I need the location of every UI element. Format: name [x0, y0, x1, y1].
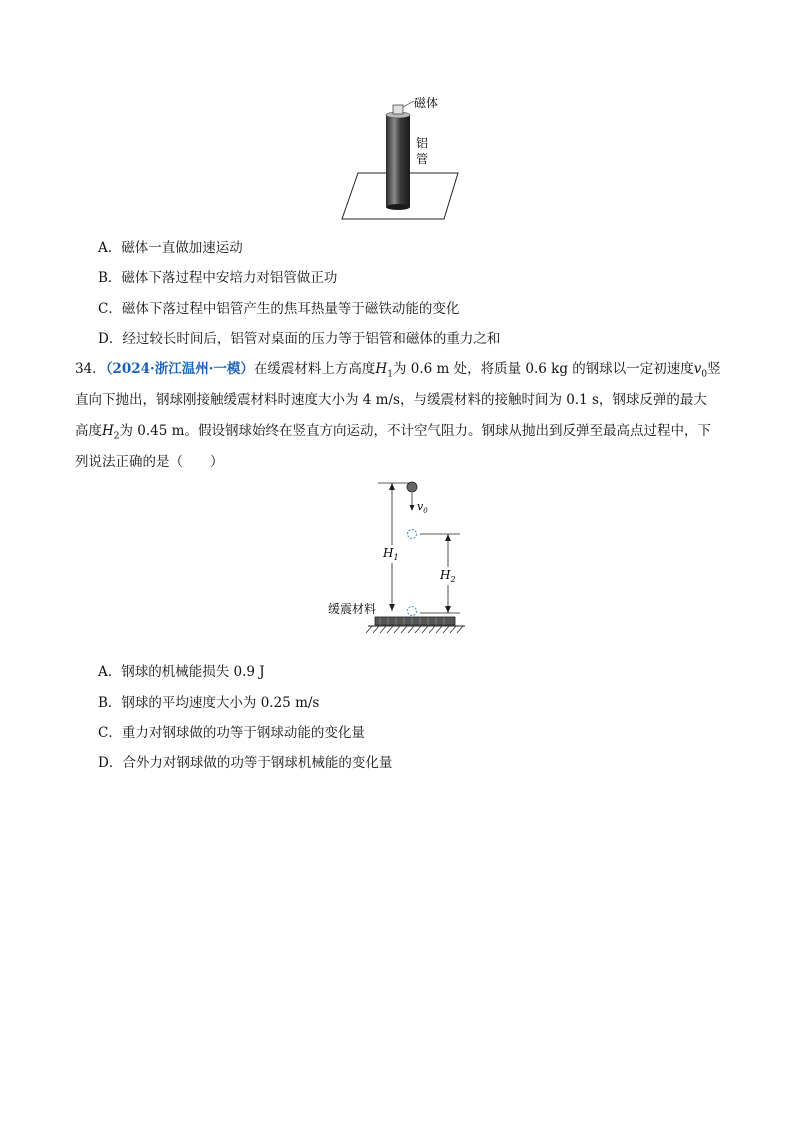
- aluminum-tube: [386, 115, 410, 207]
- ball-at-contact: [408, 607, 417, 616]
- cushioning-material: [375, 617, 455, 625]
- steel-ball: [407, 482, 417, 492]
- q34-option-d: D．合外力对钢球做的功等于钢球机械能的变化量: [98, 755, 393, 771]
- v0-label: $v_0$: [417, 500, 428, 515]
- q33-option-d: D．经过较长时间后，铝管对桌面的压力等于铝管和磁体的重力之和: [98, 331, 501, 347]
- tube-label-2: 管: [416, 152, 429, 166]
- h1-label: $H_1$: [383, 546, 399, 562]
- h2-label: $H_2$: [440, 568, 456, 584]
- magnet-label: 磁体: [414, 96, 439, 110]
- q34-option-c: C．重力对钢球做的功等于钢球动能的变化量: [98, 725, 365, 741]
- q34-line-2: 直向下抛出，钢球刚接触缓震材料时速度大小为 4 m/s，与缓震材料的接触时间为 0.1 s，钢球反弹的最大: [75, 392, 707, 408]
- q33-option-a: A．磁体一直做加速运动: [98, 240, 243, 256]
- q34-option-a: A．钢球的机械能损失 0.9 J: [98, 664, 265, 680]
- ball-rebound-top: [408, 530, 417, 539]
- q34-line-1: 34．（2024·浙江温州·一模）在缓震材料上方高度$H_1$为 0.6 m 处，将质量 0.6 kg 的钢球以一定初速度$v_0$竖: [75, 361, 721, 380]
- magnet-tube-figure: [330, 95, 480, 227]
- q34-line-4: 列说法正确的是（ ）: [75, 454, 224, 470]
- magnet: [393, 105, 403, 114]
- q33-option-b: B．磁体下落过程中安培力对铝管做正功: [98, 270, 338, 286]
- question-source: （2024·浙江温州·一模）: [105, 361, 254, 377]
- material-label: 缓震材料: [328, 602, 377, 616]
- tube-label-1: 铝: [416, 136, 429, 150]
- q34-line-3: 高度$H_2$为 0.45 m。假设钢球始终在竖直方向运动，不计空气阻力。钢球从抛出到反弹至最高点过程中，下: [75, 423, 711, 442]
- q34-option-b: B．钢球的平均速度大小为 0.25 m/s: [98, 695, 320, 711]
- question-number: 34．: [75, 361, 106, 377]
- steel-ball-figure: [320, 475, 480, 640]
- q33-option-c: C．磁体下落过程中铝管产生的焦耳热量等于磁铁动能的变化: [98, 301, 460, 317]
